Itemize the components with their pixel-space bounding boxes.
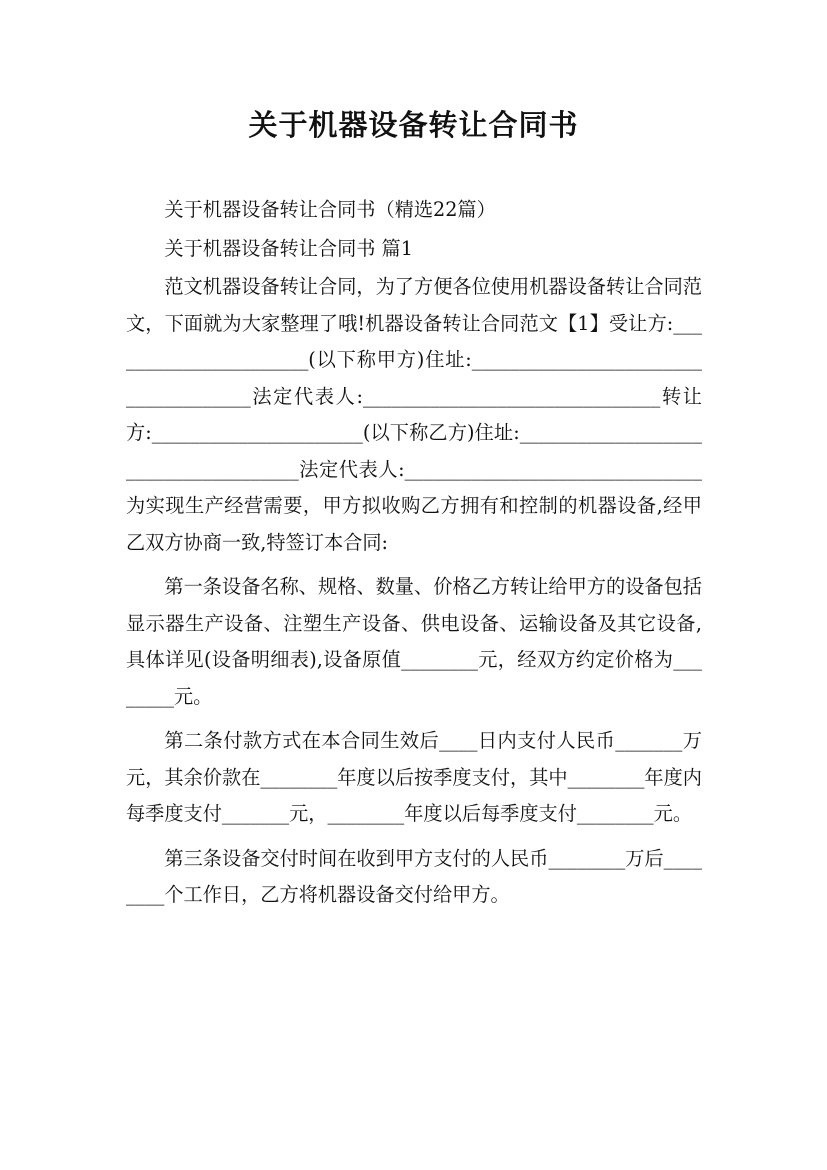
article-2-paragraph: 第二条付款方式在本合同生效后____日内支付人民币_______万元，其余价款在________年度以后按季度支付，其中________年度内每季度支付_______元，________年度以后每季度支付________元。 (126, 729, 702, 825)
subtitle-paragraph: 关于机器设备转让合同书（精选22篇） (164, 198, 496, 221)
document-title: 关于机器设备转让合同书 (248, 108, 579, 142)
article-3-paragraph: 第三条设备交付时间在收到甲方支付的人民币________万后________个工作日，乙方将机器设备交付给甲方。 (126, 846, 702, 906)
section-heading: 关于机器设备转让合同书 篇1 (164, 236, 413, 260)
intro-paragraph: 范文机器设备转让合同，为了方便各位使用机器设备转让合同范文，下面就为大家整理了哦!机器设备转让合同范文【1】受让方:______________________(以下称甲方)住址:_____________________________________法定代表人:_______________________________转让方:______________________(以下称乙方)住址:_____________________________________法定代表人:_______________________________为实现生产经营需要，甲方拟收购乙方拥有和控制的机器设备,经甲乙双方协商一致,特签订本合同: (126, 275, 702, 554)
document-body (126, 192, 702, 914)
article-1-paragraph: 第一条设备名称、规格、数量、价格乙方转让给甲方的设备包括显示器生产设备、注塑生产设备、供电设备、运输设备及其它设备,具体详见(设备明细表),设备原值________元，经双方约定价格为________元。 (126, 575, 702, 708)
